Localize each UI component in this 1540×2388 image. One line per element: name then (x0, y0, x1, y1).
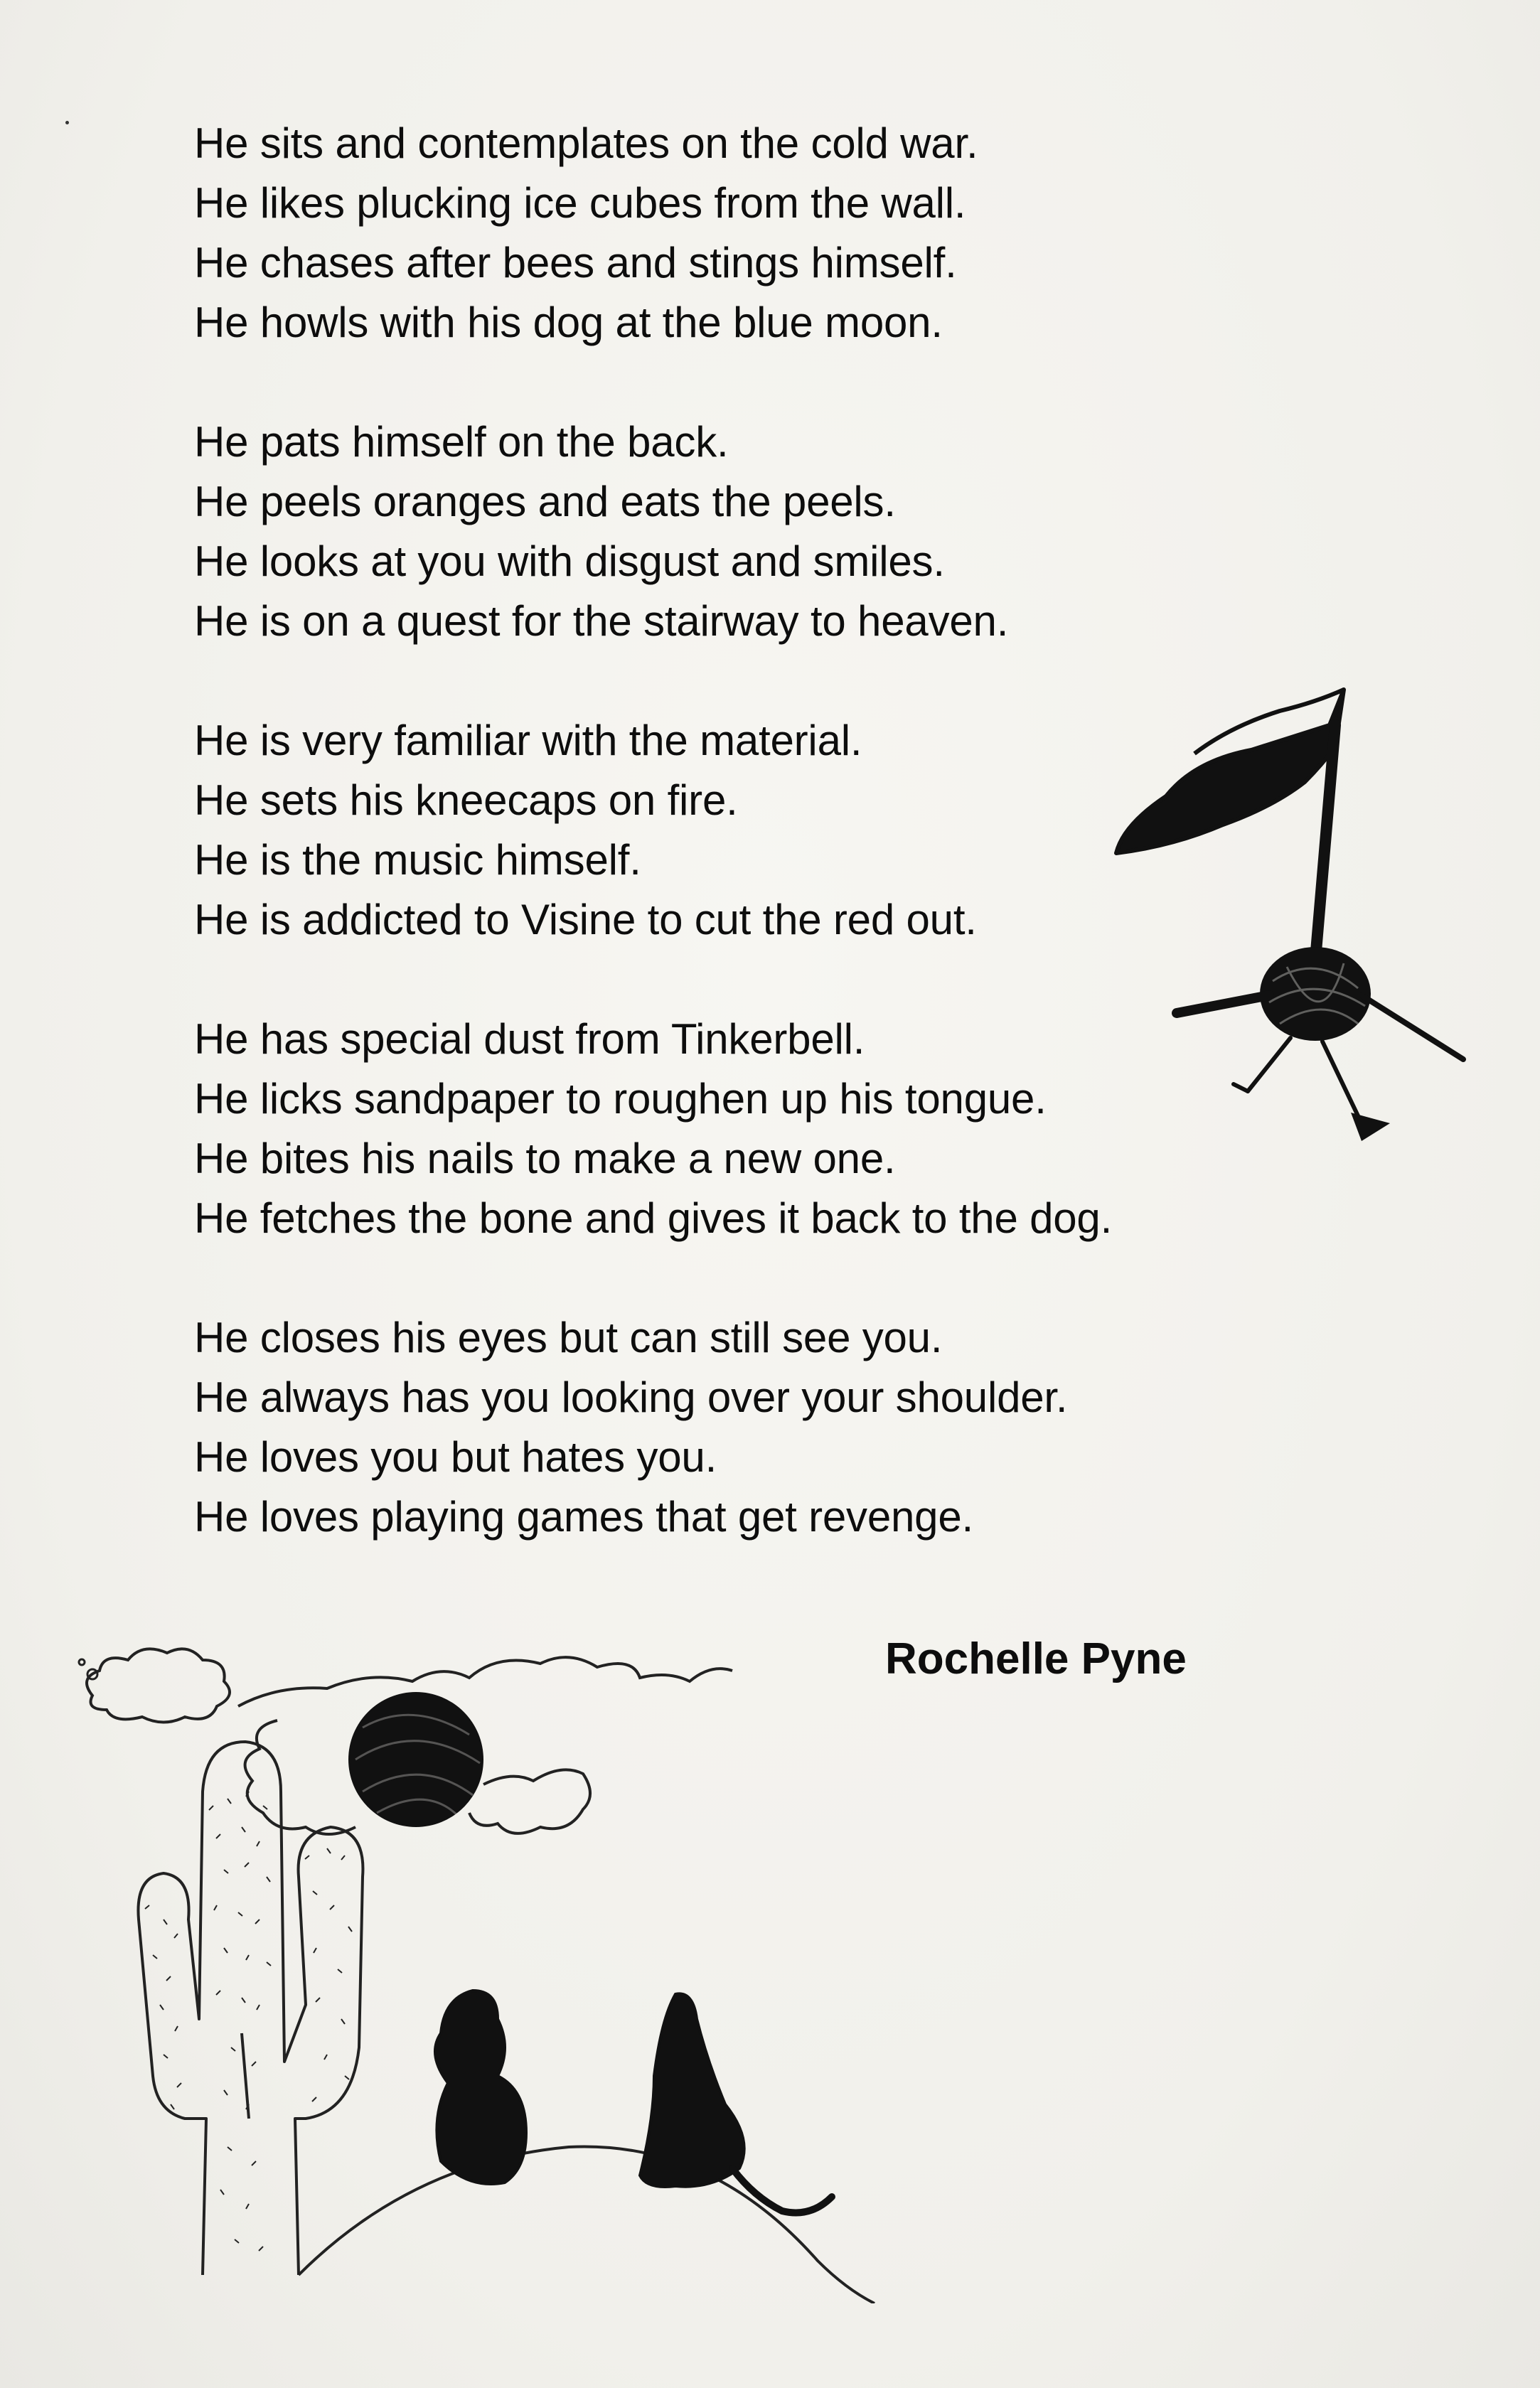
poem-line: He howls with his dog at the blue moon. (194, 299, 943, 346)
poem-line: He sits and contemplates on the cold war. (194, 119, 978, 167)
stanza-2 (194, 412, 1332, 651)
poem-line: He pats himself on the back. (194, 418, 729, 466)
poem-line: He likes plucking ice cubes from the wall. (194, 179, 966, 227)
poem-line: He is very familiar with the material. (194, 717, 862, 764)
poem-line: He peels oranges and eats the peels. (194, 478, 896, 525)
poem-line: He is the music himself. (194, 836, 641, 884)
stanza-5 (194, 1308, 1332, 1547)
author-name: Rochelle Pyne (885, 1634, 1187, 1683)
paper-speck (65, 121, 69, 124)
poem-line: He has special dust from Tinkerbell. (194, 1015, 865, 1063)
poem-line: He fetches the bone and gives it back to the dog. (194, 1194, 1113, 1242)
poem-line: He licks sandpaper to roughen up his tongue. (194, 1075, 1047, 1123)
poem-line: He is addicted to Visine to cut the red out. (194, 896, 977, 943)
poem-line: He bites his nails to make a new one. (194, 1135, 896, 1182)
cactus-icon (71, 1621, 924, 2303)
poem-line: He loves you but hates you. (194, 1433, 717, 1481)
poem-line: He always has you looking over your shoulder. (194, 1374, 1068, 1421)
poem-line: He sets his kneecaps on fire. (194, 776, 738, 824)
poem-line: He chases after bees and stings himself. (194, 239, 957, 287)
music-note-icon (1109, 682, 1479, 1152)
stanza-1 (194, 114, 1332, 353)
poem-line: He looks at you with disgust and smiles. (194, 537, 945, 585)
poem-line: He loves playing games that get revenge. (194, 1493, 973, 1541)
poem-line: He is on a quest for the stairway to heaven. (194, 597, 1009, 645)
poem-line: He closes his eyes but can still see you. (194, 1314, 943, 1361)
